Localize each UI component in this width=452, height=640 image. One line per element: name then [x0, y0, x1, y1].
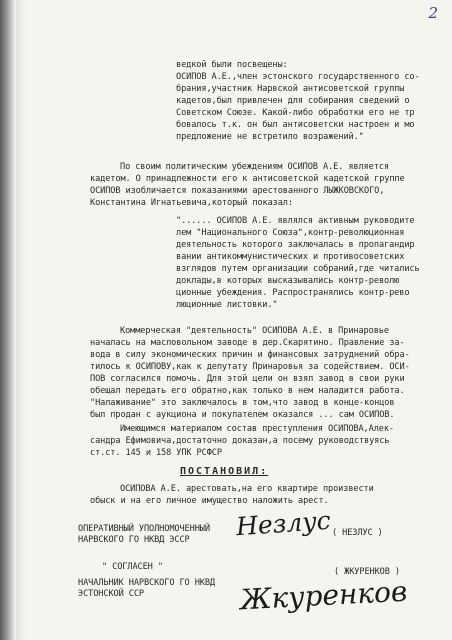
signer2-name: ( ЖКУРЕНКОВ )	[334, 567, 400, 577]
signature-image: Жкуренков	[239, 574, 408, 617]
para3-line: "Налаживание" это заключалось в том,что завод в конце-концов	[90, 398, 395, 408]
scan-shadow	[16, 0, 26, 640]
para1-line: брания,участник Нарвской антисоветской группы	[176, 84, 405, 94]
para3-line: обещал передать его обратно,как только в нем наладится работа.	[90, 386, 405, 396]
scan-binding-edge	[0, 0, 16, 640]
para4-line: ст.ст. 145 и 158 УПК РСФСР	[90, 448, 222, 458]
signer1-title: НАРВСКОГО ГО НКВД ЭССР	[78, 535, 190, 545]
quote-line: доклады,в которых высказывались контр-револю	[176, 276, 400, 286]
para1-line: бовалось т.к. он был антисоветски настроен и мо	[176, 120, 415, 130]
para1-line: ОСИПОВ А.Е.,член эстонского государственного со-	[176, 72, 420, 82]
signer2-title: ЭСТОНСКОЙ ССР	[78, 589, 144, 599]
para3-line: Коммерческая "деятельность" ОСИПОВА А.Е. в Принаровье	[120, 326, 389, 336]
para2-line: По своим политическим убеждениям ОСИПОВ А.Е. является	[120, 162, 389, 172]
signer1-title: ОПЕРАТИВНЫЙ УПОЛНОМОЧЕННЫЙ	[78, 524, 210, 534]
quote-line: взглядов путем организации собраний,где читались	[176, 264, 420, 274]
para1-line: кадетов,был привлечен для собирания сведений о	[176, 96, 410, 106]
signature-image: Незлус	[235, 505, 332, 542]
para4-line: сандра Ефимовича,достаточно доказан,а посему руководствуясь	[90, 436, 390, 446]
signer1-name: ( НЕЗЛУС )	[332, 528, 383, 538]
para3-line: ПОВ согласился помочь. Для этой цели он взял завод в свои руки	[90, 374, 405, 384]
para1-line: Советском Союзе. Какой-либо обработки его не тр	[176, 108, 415, 118]
para1-line: ведкой были посвещены:	[176, 60, 288, 70]
para2-line: кадетом. О принадлежности его к антисоветской кадетской группе	[90, 174, 405, 184]
para3-line: был продан с аукциона и покупателем оказался ... сам ОСИПОВ.	[90, 410, 395, 420]
para1-line: предложение не встретило возражений."	[176, 132, 364, 142]
resolution-line: обыск и на его личное имущество наложить арест.	[90, 496, 329, 506]
signer2-title: НАЧАЛЬНИК НАРВСКОГО ГО НКВД	[78, 578, 215, 588]
para3-line: вода в силу экономических причин и финансовых затруднений обра-	[90, 350, 410, 360]
page-number: 2	[428, 4, 438, 22]
quote-line: ционные убеждения. Распространялись контр-рево	[176, 288, 410, 298]
resolution-title: ПОСТАНОВИЛ:	[180, 466, 269, 477]
quote-line: вании антикоммунистических и противосоветских	[176, 252, 405, 262]
para3-line: тилось к ОСИПОВУ,как к депутату Принаровья за содействием. ОСИ-	[90, 362, 410, 372]
quote-line: люционные листовки."	[176, 300, 278, 310]
approved-label: " СОГЛАСЕН "	[102, 562, 163, 572]
para2-line: Константина Игнатьевича,который показал:	[90, 198, 293, 208]
para2-line: ОСИПОВ изобличается показаниями арестованного ЛЫЖКОВСКОГО,	[90, 186, 385, 196]
resolution-line: ОСИПОВА А.Е. арестовать,на его квартире произвести	[120, 484, 374, 494]
para4-line: Имеющимся материалом состав преступления ОСИПОВА,Алек-	[120, 424, 394, 434]
quote-line: деятельность которого заключалась в пропагандир	[176, 240, 415, 250]
quote-line: "...... ОСИПОВ А.Е. являлся активным руководите	[176, 216, 415, 226]
quote-line: лем "Национального Союза",контр-революционная	[176, 228, 405, 238]
para3-line: началась на масловольном заводе в дер.Скарятино. Правление за-	[90, 338, 405, 348]
